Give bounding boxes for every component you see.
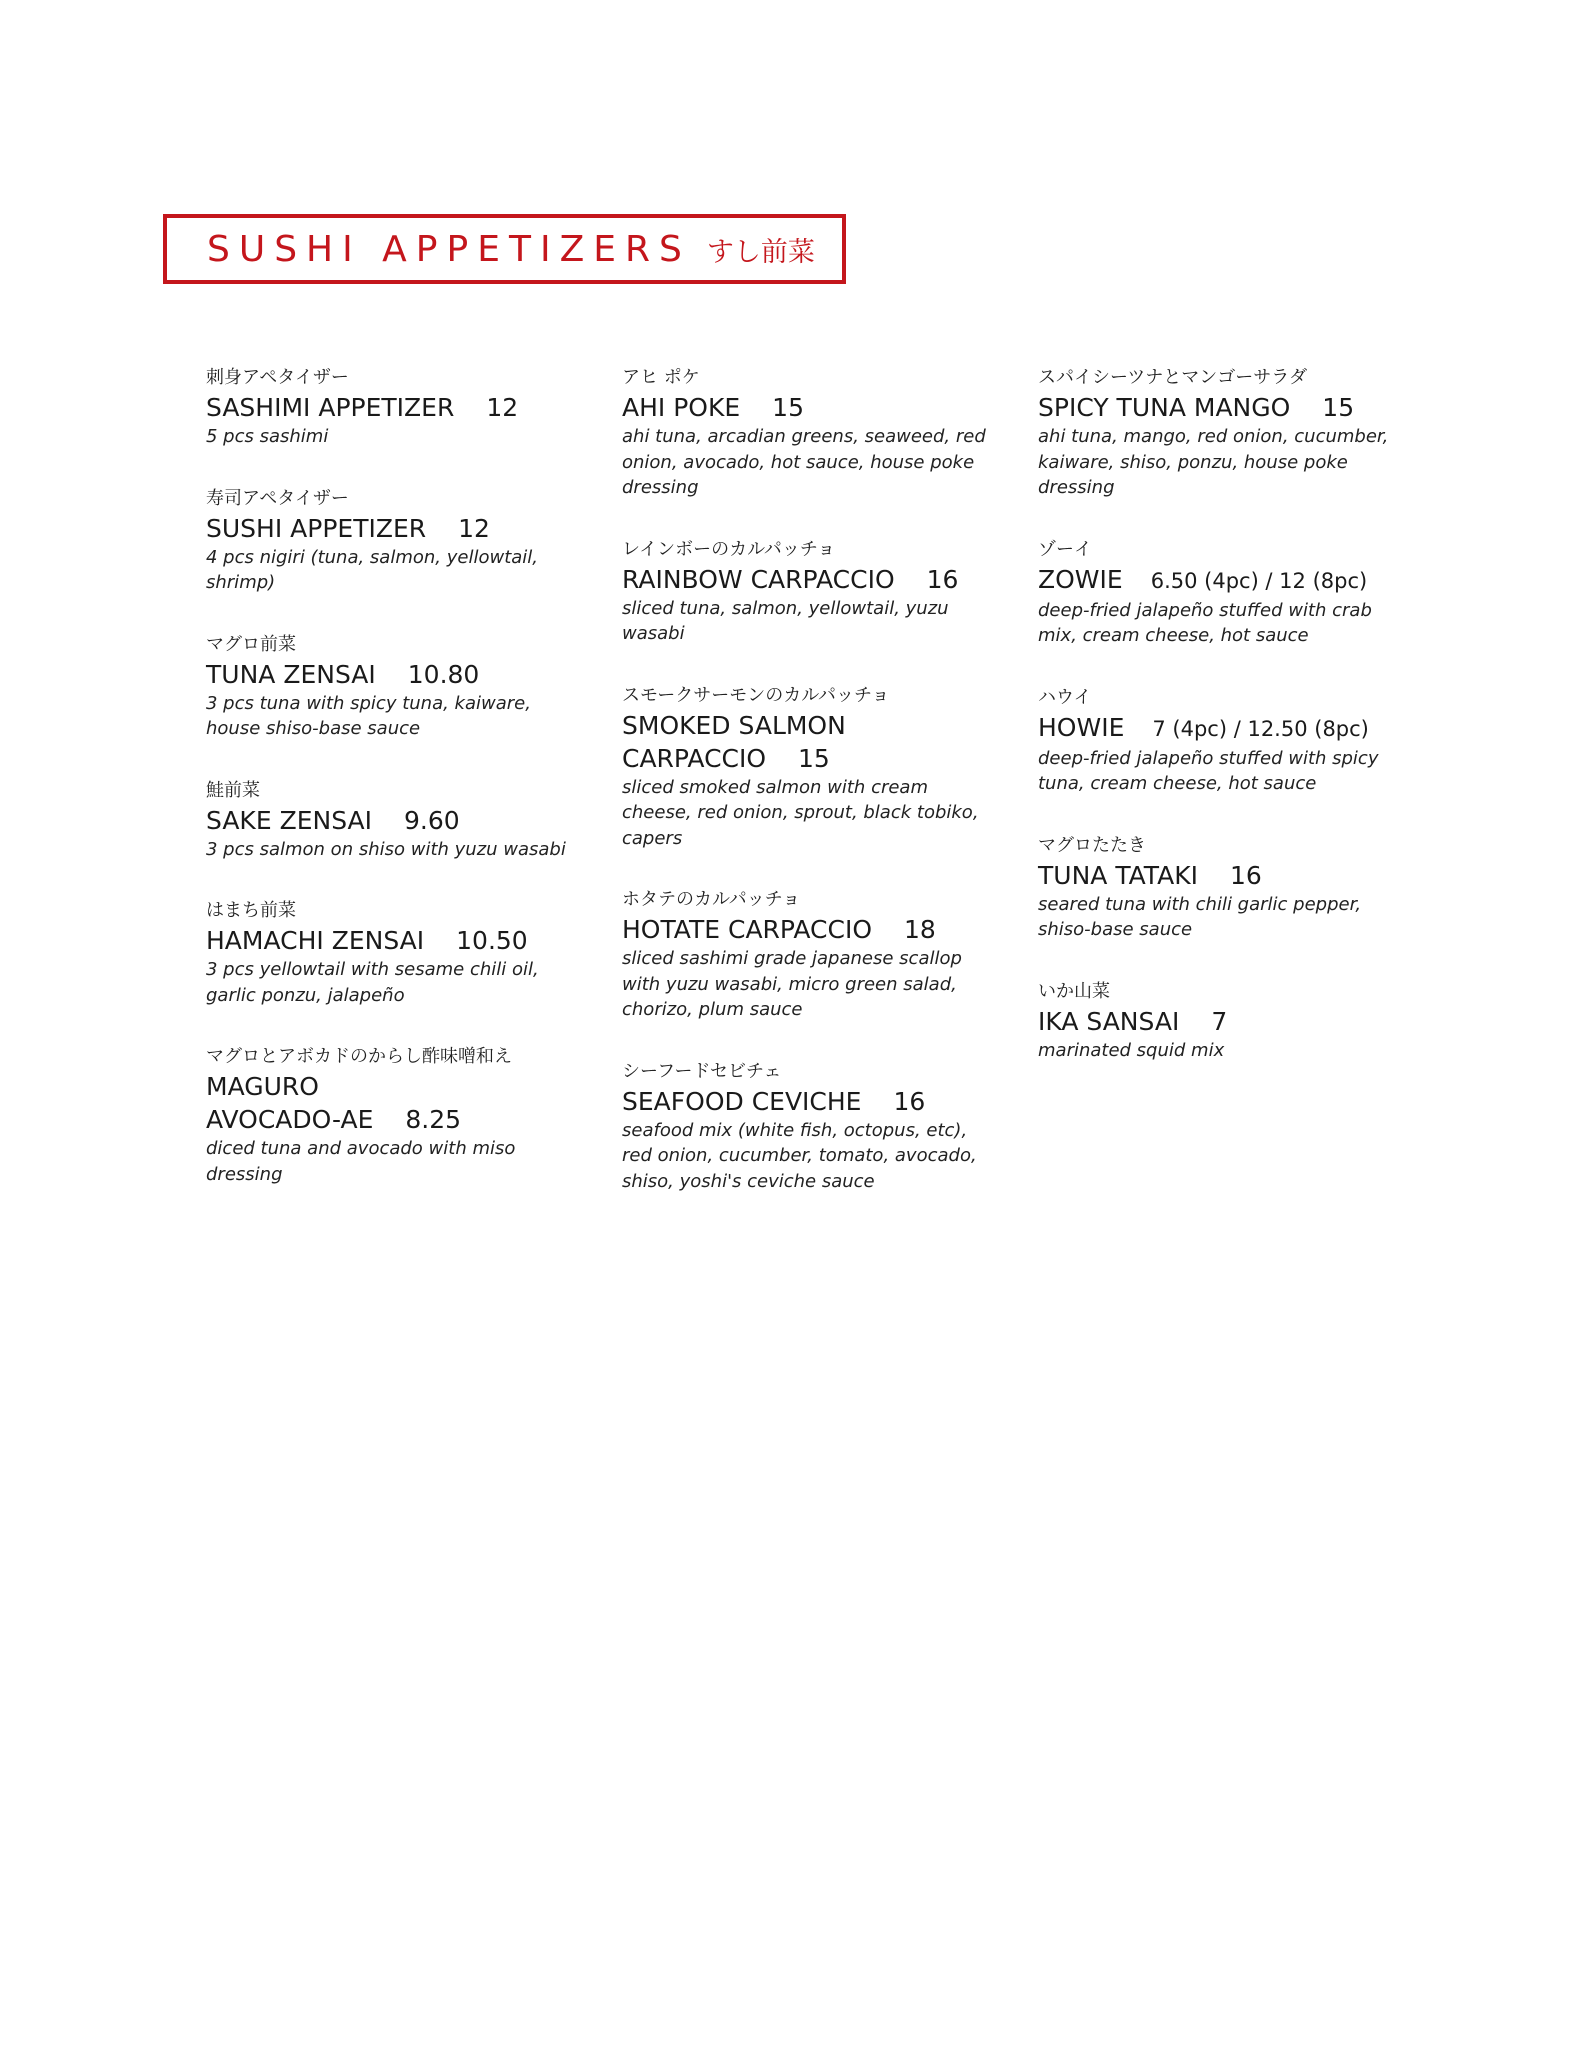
item-name: TUNA TATAKI <box>1038 860 1199 890</box>
item-japanese-name: レインボーのカルパッチョ <box>622 538 836 560</box>
item-description: 3 pcs tuna with spicy tuna, kaiware, house shiso-base sauce <box>206 692 531 739</box>
menu-item <box>1038 979 1408 1064</box>
section-title: SUSHI APPETIZERS <box>207 228 691 270</box>
item-price: 15 <box>798 743 830 773</box>
item-description: seafood mix (white fish, octopus, etc), red onion, cucumber, tomato, avocado, shiso, yoshi's ceviche sauce <box>622 1119 977 1192</box>
item-description: seared tuna with chili garlic pepper, shiso-base sauce <box>1038 893 1362 940</box>
menu-column-3 <box>1038 365 1408 1063</box>
item-name: IKA SANSAI <box>1038 1006 1180 1036</box>
item-description: sliced tuna, salmon, yellowtail, yuzu wasabi <box>622 597 949 644</box>
item-price: 9.60 <box>404 805 460 835</box>
section-header <box>163 214 846 284</box>
item-price: 16 <box>926 564 959 594</box>
item-name-row <box>622 391 992 424</box>
item-description: 4 pcs nigiri (tuna, salmon, yellowtail, shrimp) <box>206 546 539 593</box>
item-price: 7 (4pc) / 12.50 (8pc) <box>1152 716 1369 741</box>
item-price: 12 <box>458 513 490 543</box>
item-name-row <box>206 658 576 691</box>
item-japanese-name: いか山菜 <box>1038 980 1110 1002</box>
item-japanese-name: ホタテのカルパッチョ <box>622 889 801 910</box>
menu-item <box>622 1059 992 1195</box>
item-name-continued: CARPACCIO <box>622 743 767 773</box>
item-name-continued: AVOCADO-AE <box>206 1105 374 1134</box>
item-name: MAGURO <box>206 1072 319 1101</box>
item-description: sliced smoked salmon with cream cheese, red onion, sprout, black tobiko, capers <box>622 776 979 849</box>
item-name: ZOWIE <box>1038 564 1123 594</box>
item-name-row <box>1038 563 1408 598</box>
item-name: HAMACHI ZENSAI <box>206 926 425 955</box>
item-japanese-name: 刺身アペタイザー <box>206 367 349 388</box>
item-japanese-name: 鮭前菜 <box>206 779 260 801</box>
item-name: SMOKED SALMON <box>622 710 846 740</box>
item-name: RAINBOW CARPACCIO <box>622 564 895 594</box>
item-name-row <box>206 512 576 545</box>
menu-item <box>206 1044 576 1187</box>
menu-item <box>206 486 576 596</box>
item-japanese-name: マグロたたき <box>1038 834 1146 856</box>
menu-item <box>1038 365 1408 501</box>
menu-item <box>206 632 576 742</box>
item-price: 18 <box>904 915 936 944</box>
item-japanese-name: 寿司アペタイザー <box>206 487 349 509</box>
menu-item <box>622 537 992 647</box>
item-price: 16 <box>893 1086 926 1116</box>
item-name-row <box>206 804 576 837</box>
item-japanese-name: スモークサーモンのカルパッチョ <box>622 684 890 706</box>
item-name-row <box>622 1085 992 1118</box>
item-description: deep-fried jalapeño stuffed with spicy tuna, cream cheese, hot sauce <box>1038 747 1379 794</box>
item-description: 5 pcs sashimi <box>206 426 329 447</box>
item-japanese-name: ハウイ <box>1038 686 1092 708</box>
item-price: 7 <box>1211 1006 1228 1036</box>
section-title-japanese: すし前菜 <box>706 236 815 268</box>
item-price: 6.50 (4pc) / 12 (8pc) <box>1150 568 1368 593</box>
menu-item <box>206 778 576 863</box>
menu-item <box>1038 833 1408 943</box>
item-description: 3 pcs yellowtail with sesame chili oil, garlic ponzu, jalapeño <box>206 959 539 1006</box>
item-name-row <box>622 742 992 775</box>
item-name: SEAFOOD CEVICHE <box>622 1086 862 1116</box>
item-name: HOTATE CARPACCIO <box>622 915 873 944</box>
menu-column-1 <box>206 365 576 1187</box>
menu-item <box>622 365 992 501</box>
item-name-row <box>1038 859 1408 892</box>
item-price: 15 <box>1322 393 1355 422</box>
menu-item <box>206 898 576 1008</box>
item-name-row <box>622 913 992 946</box>
item-name-row <box>206 924 576 957</box>
menu-item <box>206 365 576 450</box>
item-japanese-name: マグロとアボカドのからし酢味噌和え <box>206 1046 512 1067</box>
item-name-row <box>622 563 992 596</box>
item-name-row <box>1038 1005 1408 1038</box>
item-price: 12 <box>486 393 519 422</box>
item-japanese-name: マグロ前菜 <box>206 633 296 655</box>
item-description: ahi tuna, mango, red onion, cucumber, kaiware, shiso, ponzu, house poke dressing <box>1038 426 1389 498</box>
menu-item <box>1038 685 1408 797</box>
item-description: sliced sashimi grade japanese scallop with yuzu wasabi, micro green salad, chorizo, plum sauce <box>622 948 962 1020</box>
item-price: 15 <box>772 393 804 422</box>
item-price: 8.25 <box>405 1105 462 1134</box>
item-description: deep-fried jalapeño stuffed with crab mix, cream cheese, hot sauce <box>1038 599 1372 646</box>
item-name: HOWIE <box>1038 712 1125 742</box>
item-name: SPICY TUNA MANGO <box>1038 393 1291 422</box>
item-description: 3 pcs salmon on shiso with yuzu wasabi <box>206 838 566 860</box>
menu-item <box>1038 537 1408 649</box>
item-name-row <box>206 391 576 424</box>
item-description: ahi tuna, arcadian greens, seaweed, red onion, avocado, hot sauce, house poke dressing <box>622 426 986 498</box>
item-japanese-name: シーフードセビチェ <box>622 1060 782 1082</box>
item-name: TUNA ZENSAI <box>206 659 376 689</box>
menu-item <box>622 887 992 1023</box>
item-price: 16 <box>1230 860 1262 890</box>
item-name: SAKE ZENSAI <box>206 805 373 835</box>
menu-column-2 <box>622 365 992 1194</box>
item-name: AHI POKE <box>622 393 741 422</box>
item-japanese-name: ゾーイ <box>1038 538 1092 560</box>
item-name-row <box>206 1103 576 1136</box>
item-name: SASHIMI APPETIZER <box>206 393 455 422</box>
menu-item <box>622 683 992 852</box>
item-name-row <box>1038 391 1408 424</box>
item-japanese-name: アヒ ポケ <box>622 367 700 388</box>
item-name-row <box>1038 711 1408 746</box>
item-name: SUSHI APPETIZER <box>206 513 427 543</box>
item-japanese-name: はまち前菜 <box>206 900 296 921</box>
item-japanese-name: スパイシーツナとマンゴーサラダ <box>1038 367 1308 388</box>
item-description: diced tuna and avocado with miso dressing <box>206 1138 516 1185</box>
item-price: 10.80 <box>407 659 480 689</box>
item-price: 10.50 <box>456 926 528 955</box>
item-description: marinated squid mix <box>1038 1039 1225 1061</box>
